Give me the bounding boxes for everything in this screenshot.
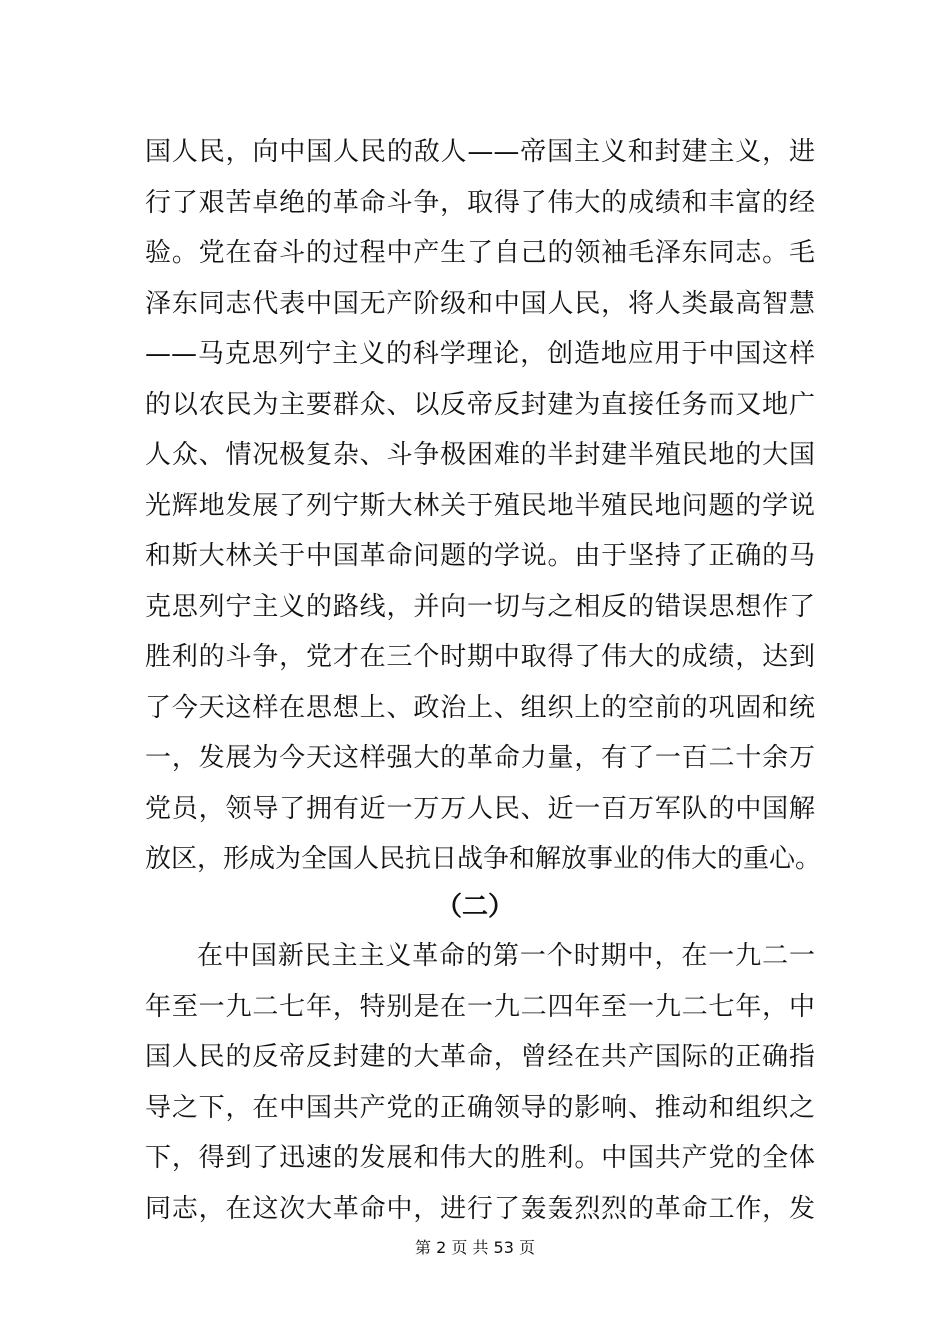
paragraph-line: 国人民的反帝反封建的大革命，曾经在共产国际的正确指 xyxy=(145,1042,815,1072)
paragraph-line: 克思列宁主义的路线，并向一切与之相反的错误思想作了 xyxy=(145,592,815,622)
paragraph-first-line: 在中国新民主主义革命的第一个时期中，在一九二一 xyxy=(197,941,815,971)
paragraph-line: 年至一九二七年，特别是在一九二四年至一九二七年，中 xyxy=(145,992,815,1022)
paragraph-line: 验。党在奋斗的过程中产生了自己的领袖毛泽东同志。毛 xyxy=(145,238,815,268)
section-heading: （二） xyxy=(435,892,514,922)
paragraph-line: 国人民，向中国人民的敌人——帝国主义和封建主义，进 xyxy=(145,137,815,167)
paragraph-line: 泽东同志代表中国无产阶级和中国人民，将人类最高智慧 xyxy=(145,289,815,319)
paragraph-line: 了今天这样在思想上、政治上、组织上的空前的巩固和统 xyxy=(145,693,815,723)
paragraph-line: 党员，领导了拥有近一万万人民、近一百万军队的中国解 xyxy=(145,794,815,824)
paragraph-line: 放区，形成为全国人民抗日战争和解放事业的伟大的重心。 xyxy=(145,844,822,874)
paragraph-line: ——马克思列宁主义的科学理论，创造地应用于中国这样 xyxy=(145,339,815,369)
paragraph-line: 下，得到了迅速的发展和伟大的胜利。中国共产党的全体 xyxy=(145,1143,815,1173)
paragraph-line: 行了艰苦卓绝的革命斗争，取得了伟大的成绩和丰富的经 xyxy=(145,188,815,218)
paragraph-line: 人众、情况极复杂、斗争极困难的半封建半殖民地的大国 xyxy=(145,440,815,470)
paragraph-line: 光辉地发展了列宁斯大林关于殖民地半殖民地问题的学说 xyxy=(145,491,815,521)
paragraph-line: 同志，在这次大革命中，进行了轰轰烈烈的革命工作，发 xyxy=(145,1194,815,1224)
paragraph-line: 一，发展为今天这样强大的革命力量，有了一百二十余万 xyxy=(145,743,815,773)
paragraph-line: 的以农民为主要群众、以反帝反封建为直接任务而又地广 xyxy=(145,390,815,420)
paragraph-line: 和斯大林关于中国革命问题的学说。由于坚持了正确的马 xyxy=(145,541,815,571)
paragraph-line: 导之下，在中国共产党的正确领导的影响、推动和组织之 xyxy=(145,1093,815,1123)
page-number-footer: 第 2 页 共 53 页 xyxy=(415,1238,535,1257)
paragraph-line: 胜利的斗争，党才在三个时期中取得了伟大的成绩，达到 xyxy=(145,642,815,672)
